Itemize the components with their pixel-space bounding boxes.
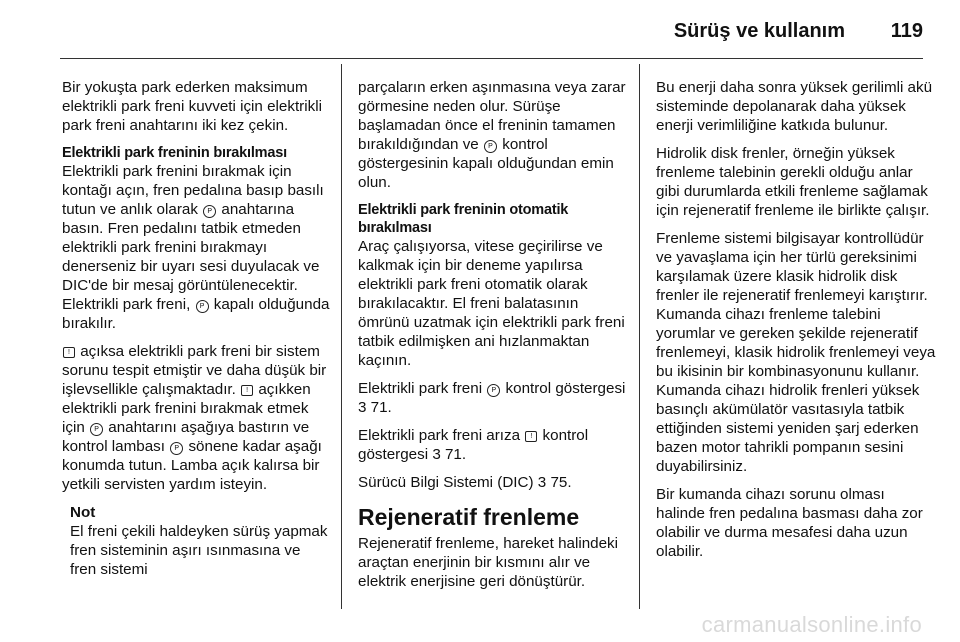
- brake-fault-icon: !: [525, 431, 537, 442]
- park-brake-icon: P: [170, 442, 183, 455]
- paragraph: Rejeneratif frenleme, hareket halindeki araçtan enerjinin bir kısmını alır ve elektrik enerjisine geri dönüştürür.: [358, 535, 619, 590]
- paragraph: Frenleme sistemi bilgisayar kontrollüdür ve yavaşlama için her türlü gereksinimi karşılamak üzere klasik hidrolik disk frenler ile rejeneratif frenlemeyi karıştırır. Kumanda cihazı frenleme talebini yorumlar ve gereken şekilde rejeneratif frenlemeyi, klasik hidrolik frenlemeyi veya bu ikisinin bir kombinasyonunu kullanır. Kumanda cihazı hidrolik frenleri yüksek basınçlı akümülatör vasıtasıyla tatbik ettiğinden sistemi yeniden şarj ederken bazen motor tahrikli pompanın sesini duyabilirsiniz.: [656, 230, 936, 475]
- park-brake-icon: P: [90, 423, 103, 436]
- heading-regenerative-braking: Rejeneratif frenleme: [358, 504, 580, 530]
- paragraph: Elektrikli park freni arıza ! kontrol göstergesi 3 71.: [358, 427, 589, 463]
- paragraph: Araç çalışıyorsa, vitese geçirilirse ve kalkmak için bir deneme yapılırsa elektrikli park freni otomatik olarak bırakılacaktır. El freni balatasının ömrünü uzatmak için elektrikli park freni tatbik edilmişken ani hızlanmaktan kaçının.: [358, 238, 625, 369]
- page-number: 119: [890, 20, 923, 42]
- header-rule: [60, 58, 923, 59]
- cross-reference-link[interactable]: 3 71.: [358, 399, 392, 416]
- subheading-auto-release: Elektrikli park freninin otomatik bırakılması: [358, 202, 569, 236]
- paragraph: Bir yokuşta park ederken maksimum elektrikli park freni kuvveti için elektrikli park freni anahtarını iki kez çekin.: [62, 79, 322, 134]
- brake-fault-icon: !: [63, 347, 75, 358]
- paragraph: Sürücü Bilgi Sistemi (DIC) 3 75.: [358, 474, 572, 491]
- column-1: [62, 78, 330, 579]
- paragraph: Elektrikli park frenini bırakmak için kontağı açın, fren pedalına basıp basılı tutun ve anlık olarak P anahtarına basın. Fren pedalını tatbik etmeden elektrikli park frenini bırakmayı denerseniz bir uyarı sesi duyulacak ve DIC'de bir mesaj görüntülenecektir. Elektrikli park freni, P kapalı olduğunda bırakılır.: [62, 163, 330, 332]
- cross-reference-link[interactable]: 3 75.: [537, 474, 572, 491]
- watermark: carmanualsonline.info: [701, 612, 922, 637]
- column-divider-2: [639, 64, 640, 609]
- page-header: [60, 18, 923, 58]
- paragraph: Bir kumanda cihazı sorunu olması halinde fren pedalına basması daha zor olabilir ve durma mesafesi daha uzun olabilir.: [656, 486, 923, 560]
- park-brake-icon: P: [203, 205, 216, 218]
- paragraph: Hidrolik disk frenler, örneğin yüksek frenleme talebinin gerekli olduğu anlar gibi durumlarda etkili frenleme sağlamak için rejeneratif frenleme ile birlikte çalışır.: [656, 145, 930, 219]
- brake-fault-icon: !: [241, 385, 253, 396]
- park-brake-icon: P: [487, 384, 500, 397]
- note-text: El freni çekili haldeyken sürüş yapmak fren sisteminin aşırı ısınmasına ve fren sistemi: [70, 523, 328, 578]
- park-brake-icon: P: [484, 140, 497, 153]
- column-divider-1: [341, 64, 342, 609]
- subheading-release: Elektrikli park freninin bırakılması: [62, 145, 287, 161]
- note-label: Not: [70, 504, 96, 521]
- paragraph: Bu enerji daha sonra yüksek gerilimli akü sisteminde depolanarak daha yüksek enerji verimliliğine katkıda bulunur.: [656, 79, 933, 134]
- column-2: [358, 78, 626, 600]
- paragraph: ! açıksa elektrikli park freni bir sistem sorunu tespit etmiştir ve daha düşük bir işlevsellikle çalışmaktadır. ! açıkken elektrikli park frenini bırakmak etmek için P anahtarını aşağıya bastırın ve kontrol lambası P sönene kadar aşağı konumda tutun. Lamba açık kalırsa bir yetkili servisten yardım isteyin.: [62, 343, 327, 493]
- section-title: Sürüş ve kullanım: [673, 20, 845, 42]
- paragraph: parçaların erken aşınmasına veya zarar görmesine neden olur. Sürüşe başlamadan önce el freninin tamamen bırakıldığından ve P kontrol göstergesinin kapalı olduğundan emin olun.: [358, 79, 626, 191]
- paragraph: Elektrikli park freni P kontrol göstergesi 3 71.: [358, 380, 626, 416]
- column-3: [656, 78, 936, 570]
- cross-reference-link[interactable]: 3 71.: [432, 446, 467, 463]
- note-box: [70, 503, 330, 579]
- park-brake-icon: P: [196, 300, 209, 313]
